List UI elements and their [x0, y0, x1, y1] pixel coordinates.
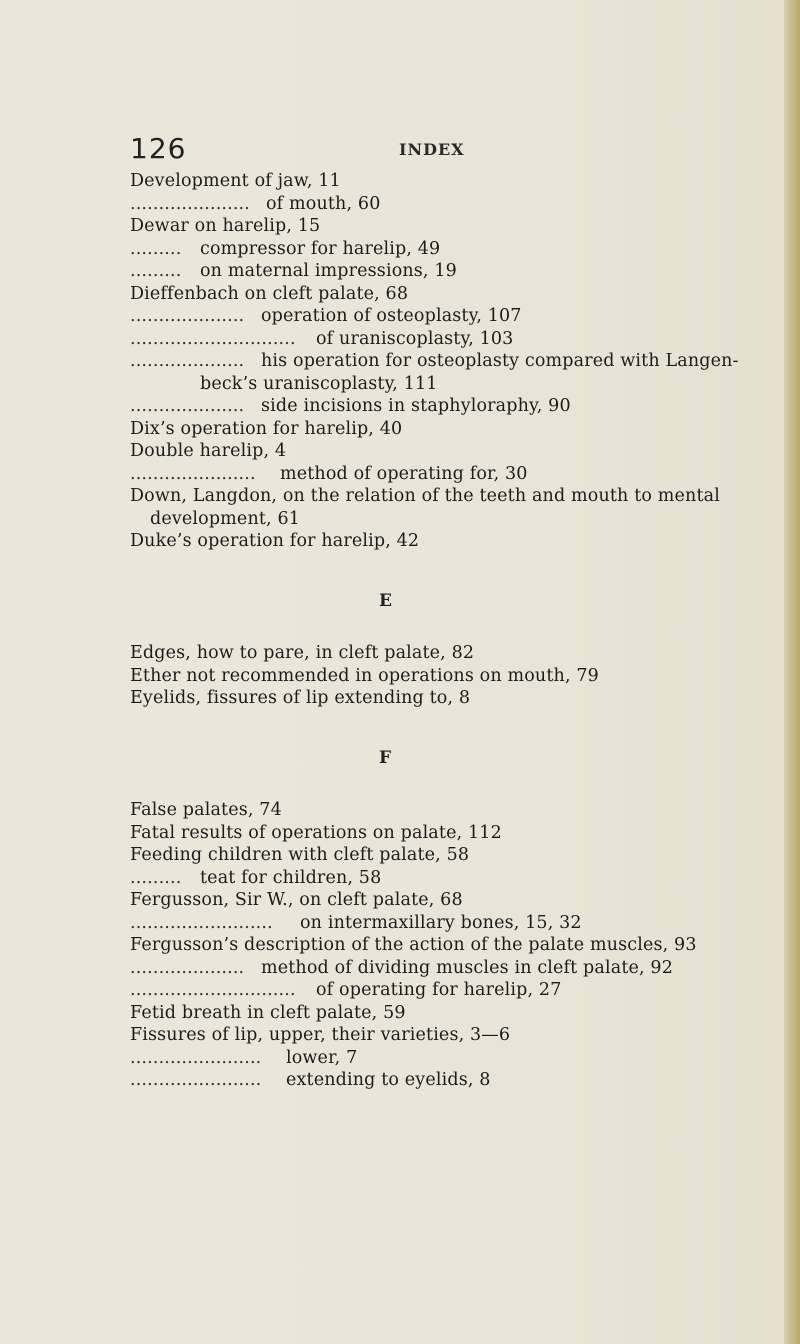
index-entry: Eyelids, fissures of lip extending to, 8 — [130, 688, 471, 708]
index-entry: Dewar on harelip, 15 — [130, 216, 321, 236]
index-entry: Down, Langdon, on the relation of the teeth and mouth to mental — [130, 486, 720, 506]
section-letter-e: E — [379, 590, 392, 611]
index-entry: Fergusson, Sir W., on cleft palate, 68 — [130, 890, 463, 910]
index-entry: Dieffenbach on cleft palate, 68 — [130, 283, 409, 304]
page-number: 126 — [130, 132, 187, 165]
index-continuation: development, 61 — [150, 508, 301, 529]
index-subentry: ............................. of operating for harelip, 27 — [130, 980, 562, 1000]
index-subentry: ......... compressor for harelip, 49 — [130, 238, 441, 259]
index-subentry: .................... operation of osteoplasty, 107 — [130, 306, 522, 326]
index-entry: Fatal results of operations on palate, 112 — [130, 822, 502, 843]
index-subentry: ......... on maternal impressions, 19 — [130, 261, 457, 281]
index-subentry: ..................... of mouth, 60 — [130, 193, 381, 214]
index-entry: Duke’s operation for harelip, 42 — [130, 531, 420, 551]
index-subentry: ......... teat for children, 58 — [130, 867, 382, 888]
index-subentry: .................... side incisions in staphyloraphy, 90 — [130, 396, 571, 416]
index-entry: Feeding children with cleft palate, 58 — [130, 845, 470, 865]
index-subentry: ....................... extending to eyelids, 8 — [130, 1070, 491, 1090]
index-subentry: ............................. of uraniscoplasty, 103 — [130, 328, 514, 349]
section-letter-f: F — [379, 747, 392, 768]
index-subentry: .................... his operation for osteoplasty compared with Langen- — [130, 351, 739, 371]
index-entry: Development of jaw, 11 — [130, 171, 341, 191]
index-entry: Double harelip, 4 — [130, 441, 287, 461]
index-entry: Fergusson’s description of the action of the palate muscles, 93 — [130, 935, 697, 955]
running-title: INDEX — [399, 140, 465, 159]
page-edge — [784, 0, 800, 1344]
index-entry: Fissures of lip, upper, their varieties, 3—6 — [130, 1025, 511, 1045]
index-entry: Ether not recommended in operations on mouth, 79 — [130, 665, 599, 686]
index-subentry: ....................... lower, 7 — [130, 1047, 358, 1068]
index-entries — [130, 170, 762, 1092]
index-entry: Dix’s operation for harelip, 40 — [130, 418, 403, 439]
index-entry: Fetid breath in cleft palate, 59 — [130, 1002, 406, 1023]
page-header — [0, 132, 800, 172]
index-subentry: ......................... on intermaxillary bones, 15, 32 — [130, 912, 582, 933]
index-entry: Edges, how to pare, in cleft palate, 82 — [130, 643, 475, 663]
index-subentry: .................... method of dividing muscles in cleft palate, 92 — [130, 957, 673, 978]
index-continuation: beck’s uraniscoplasty, 111 — [200, 373, 438, 394]
index-entry: False palates, 74 — [130, 800, 282, 820]
index-subentry: ...................... method of operating for, 30 — [130, 463, 528, 484]
